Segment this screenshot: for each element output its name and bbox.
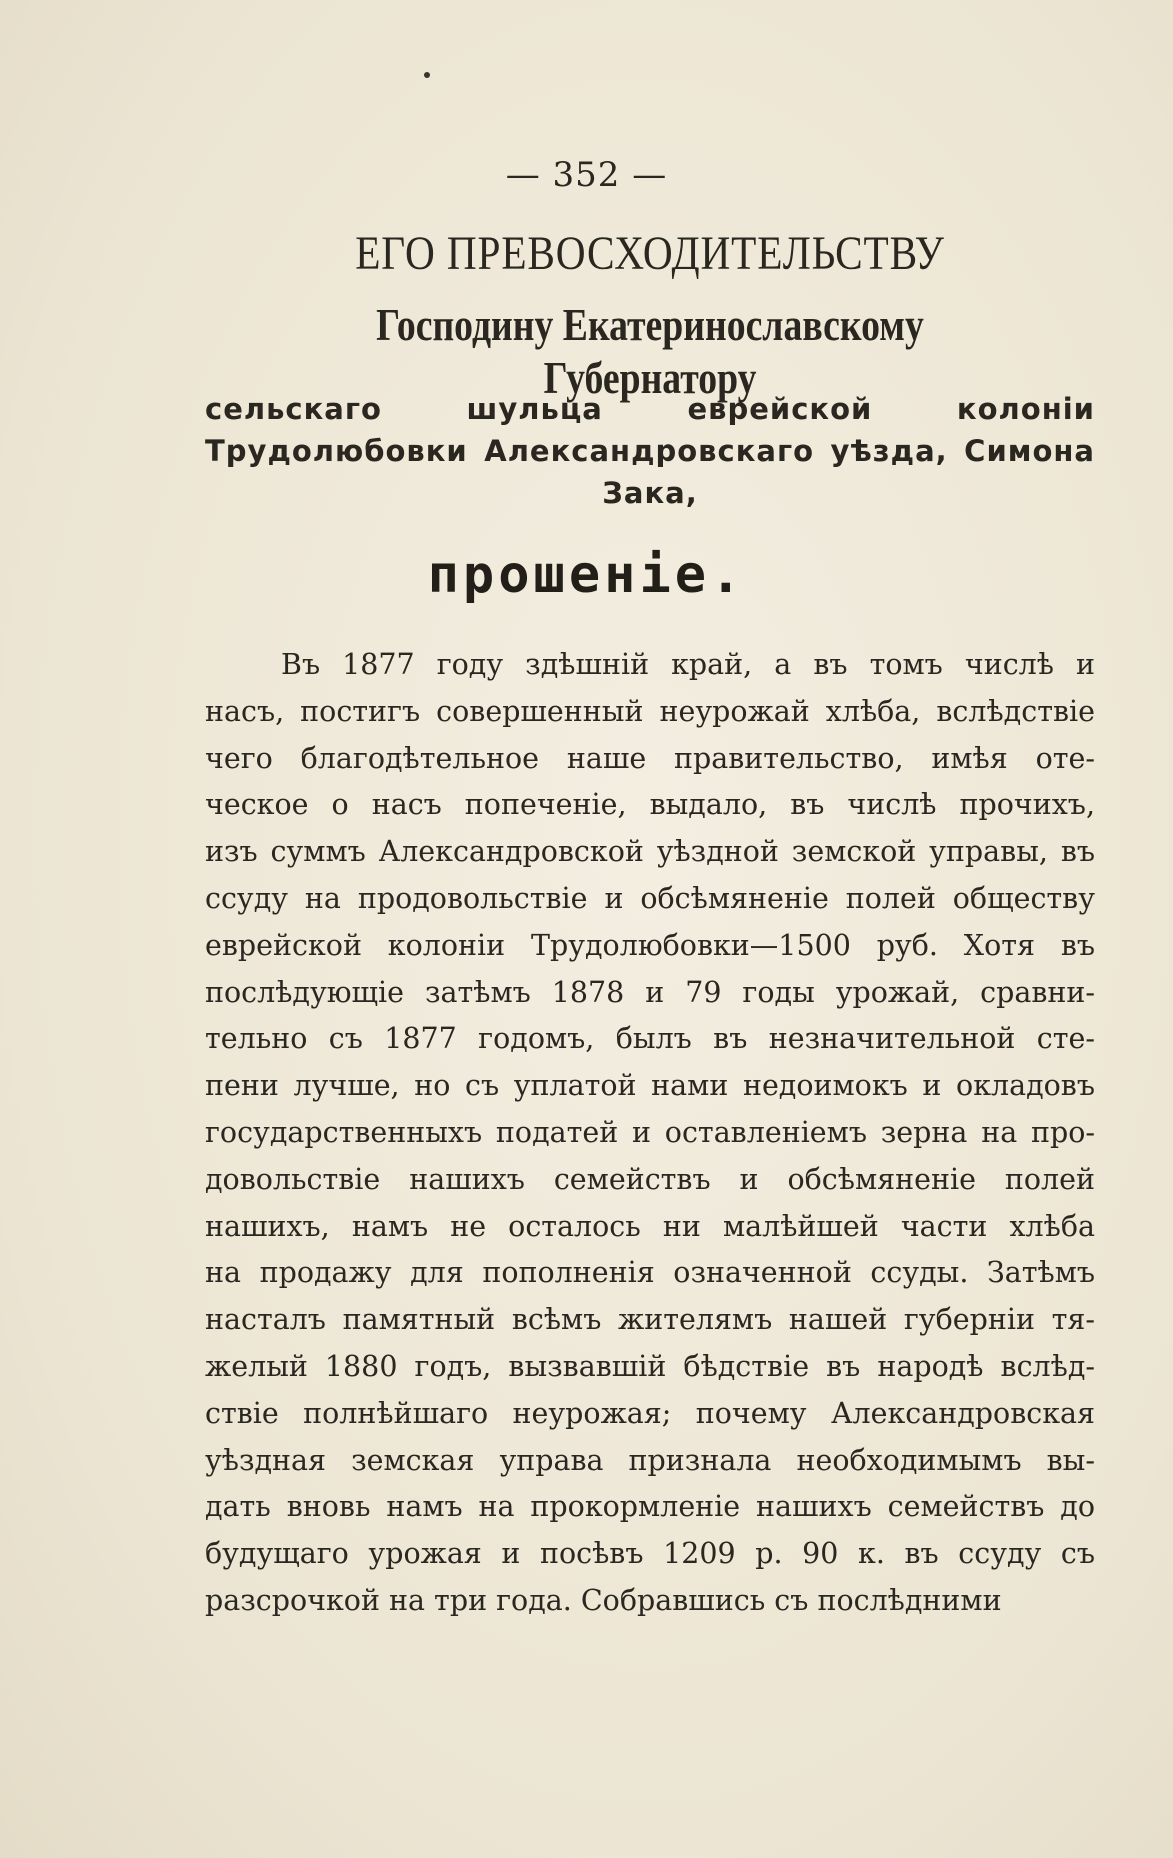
heading-addressee-governor: Господину Екатеринославскому Губернатору: [376, 299, 924, 403]
petition-title: прошеніе.: [427, 545, 746, 605]
body-line: еврейской колоніи Трудолюбовки—1500 руб. Хотя въ: [205, 928, 1095, 962]
body-line: ческое о насъ попеченіе, выдало, въ числѣ прочихъ,: [205, 788, 1095, 822]
body-line: желый 1880 годъ, вызвавшій бѣдствіе въ народѣ вслѣд-: [205, 1349, 1095, 1383]
body-line: уѣздная земская управа признала необходимымъ вы-: [205, 1443, 1095, 1477]
body-line: ссуду на продовольствіе и обсѣмяненіе полей обществу: [205, 881, 1095, 915]
body-line: изъ суммъ Александровской уѣздной земской управы, въ: [205, 835, 1095, 869]
ink-speck: [424, 72, 430, 78]
body-line: Въ 1877 году здѣшній край, а въ томъ числѣ и: [281, 648, 1095, 681]
body-line: послѣдующіе затѣмъ 1878 и 79 годы урожай, сравни-: [205, 975, 1095, 1009]
body-line: государственныхъ податей и оставленіемъ зерна на про-: [205, 1115, 1095, 1149]
body-line: будущаго урожая и посѣвъ 1209 р. 90 к. въ ссуду съ: [205, 1537, 1095, 1571]
body-line: пени лучше, но съ уплатой нами недоимокъ и окладовъ: [205, 1069, 1095, 1103]
petition-body: [205, 642, 1095, 1625]
body-line: тельно съ 1877 годомъ, былъ въ незначительной сте-: [205, 1022, 1095, 1056]
body-line: разсрочкой на три года. Собравшись съ послѣдними: [205, 1583, 1002, 1617]
body-line: дать вновь намъ на прокормленіе нашихъ семействъ до: [205, 1490, 1095, 1524]
body-line: на продажу для пополненія означенной ссуды. Затѣмъ: [205, 1256, 1095, 1290]
body-line: нашихъ, намъ не осталось ни малѣйшей части хлѣба: [205, 1209, 1095, 1243]
heading-title: ЕГО ПРЕВОСХОДИТЕЛЬСТВУ: [355, 227, 945, 280]
page-number: — 352 —: [505, 155, 668, 195]
body-line: насъ, постигъ совершенный неурожай хлѣба, вслѣдствіе: [205, 694, 1095, 728]
petitioner-line: сельскаго шульца еврейской колоніи Трудолюбовки Александровскаго уѣзда, Симона Зака,: [205, 392, 1095, 510]
body-line: ствіе полнѣйшаго неурожая; почему Александровская: [205, 1396, 1095, 1430]
body-line: насталъ памятный всѣмъ жителямъ нашей губерніи тя-: [205, 1303, 1095, 1337]
body-line: довольствіе нашихъ семействъ и обсѣмяненіе полей: [205, 1162, 1095, 1196]
body-line: чего благодѣтельное наше правительство, имѣя оте-: [205, 741, 1095, 775]
